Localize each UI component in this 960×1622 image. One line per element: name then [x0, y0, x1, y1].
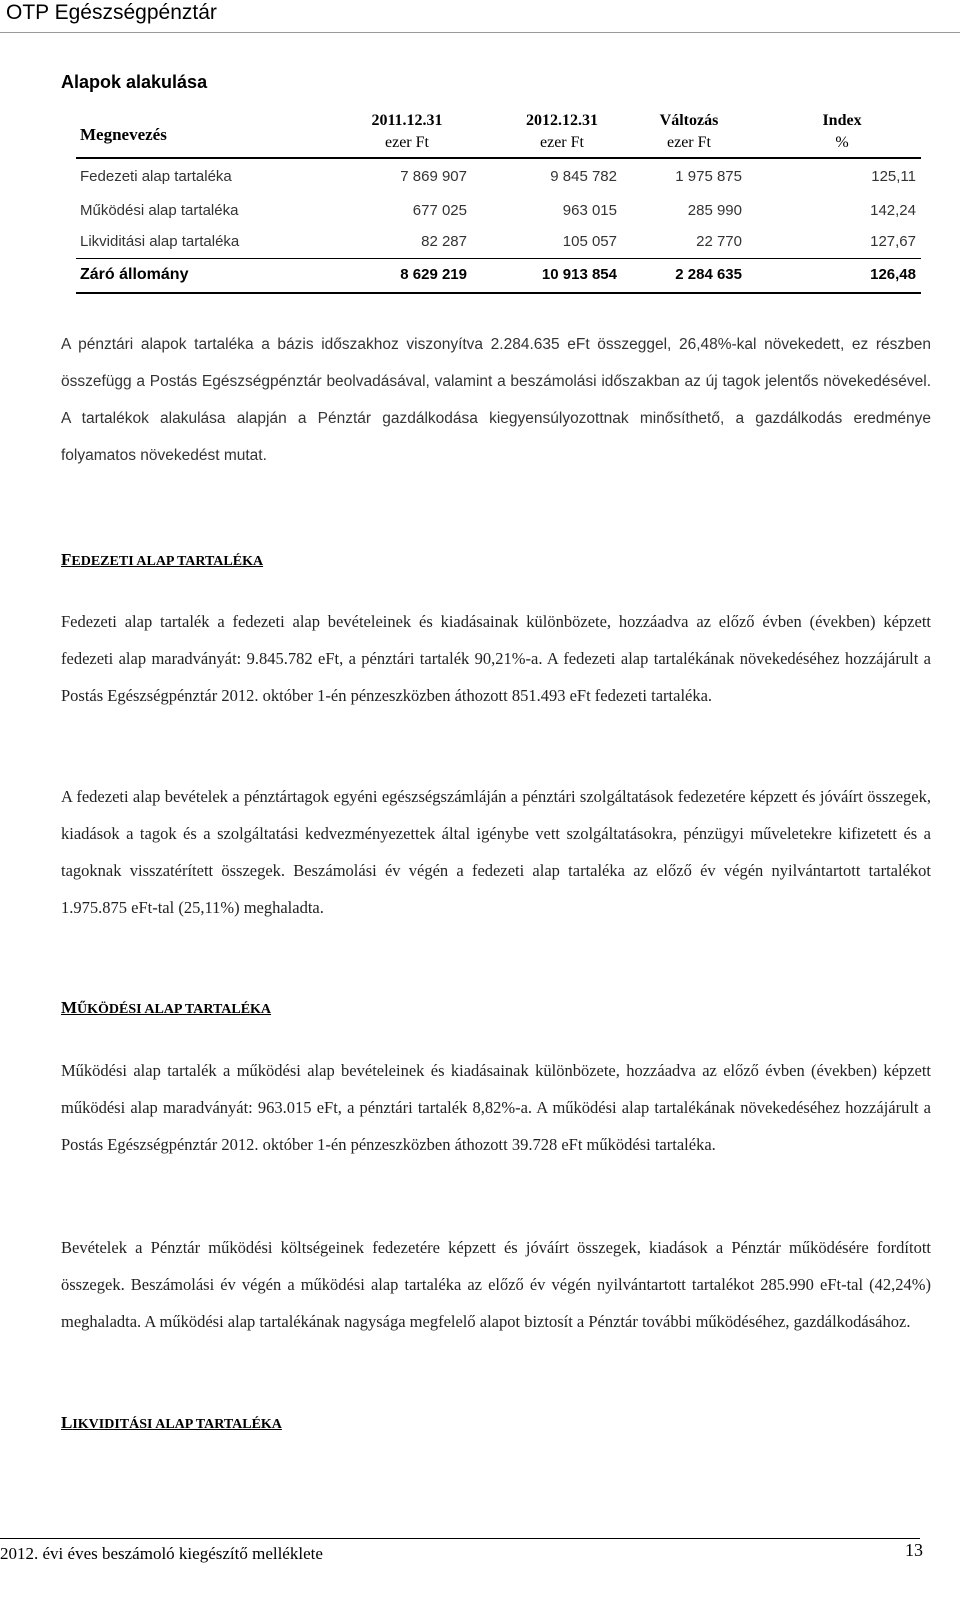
- heading-rest: IKVIDITÁSI ALAP TARTALÉKA: [72, 1417, 282, 1432]
- row-value-index: 142,24: [870, 202, 916, 219]
- row-value-index: 127,67: [870, 233, 916, 250]
- col-header-change-label: Változás: [659, 112, 719, 129]
- row-value-2011: 82 287: [421, 233, 467, 250]
- col-header-name: Megnevezés: [80, 125, 167, 144]
- row-value-2011: 7 869 907: [400, 168, 467, 185]
- heading-rest: EDEZETI ALAP TARTALÉKA: [71, 554, 264, 569]
- row-value-2012: 10 913 854: [541, 266, 617, 283]
- row-value-index: 126,48: [870, 266, 916, 283]
- page-number: 13: [905, 1540, 923, 1560]
- heading-initial: L: [61, 1413, 73, 1432]
- heading-rest: ŰKÖDÉSI ALAP TARTALÉKA: [77, 1002, 272, 1017]
- row-value-change: 1 975 875: [675, 168, 742, 185]
- table-header-rule: [76, 157, 921, 159]
- footer-text: 2012. évi éves beszámoló kiegészítő melléklete: [0, 1544, 323, 1563]
- header-divider: [0, 32, 960, 33]
- heading-fedezeti-alap: [61, 550, 263, 570]
- col-header-index-unit: %: [835, 134, 849, 151]
- document-header-title: OTP Egészségpénztár: [6, 1, 217, 24]
- row-name: Záró állomány: [80, 266, 189, 283]
- row-value-index: 125,11: [871, 168, 916, 185]
- footer-divider: [0, 1538, 920, 1539]
- table-total-rule: [76, 258, 921, 259]
- row-value-2012: 9 845 782: [550, 168, 617, 185]
- col-header-2011: [352, 110, 462, 154]
- paragraph-mukodesi-1: Működési alap tartalék a működési alap bevételeinek és kiadásainak különbözete, hozzáadva az előző évben (években) képzett működési alap maradványát: 963.015 eFt, a pénztári tartalék 8,82%-a. A működési alap tartalékának növekedéséhez hozzájárult a Postás Egészségpénztár 2012. október 1-én pénzeszközben áthozott 39.728 eFt működési tartaléka.: [61, 1061, 931, 1154]
- row-value-2012: 105 057: [562, 233, 617, 250]
- table-row: [0, 233, 960, 261]
- row-name: Fedezeti alap tartaléka: [80, 168, 232, 185]
- table-row-total: [0, 266, 960, 294]
- col-header-index-label: Index: [822, 112, 862, 129]
- paragraph-summary: A pénztári alapok tartaléka a bázis időszakhoz viszonyítva 2.284.635 eFt összeggel, 26,48%-kal növekedett, ez részben összefügg a Postás Egészségpénztár beolvadásával, valamint a beszámolási időszakban az új tagok jelentős növekedésével. A tartalékok alakulása alapján a Pénztár gazdálkodása kiegyensúlyozottnak minősíthető, a gazdálkodás eredménye folyamatos növekedést mutat.: [61, 336, 931, 464]
- col-header-index: [812, 110, 872, 154]
- row-value-change: 285 990: [687, 202, 742, 219]
- row-value-change: 2 284 635: [675, 266, 742, 283]
- col-header-change-unit: ezer Ft: [667, 134, 711, 151]
- row-value-change: 22 770: [696, 233, 742, 250]
- row-name: Működési alap tartaléka: [80, 202, 239, 219]
- col-header-2012-date: 2012.12.31: [526, 112, 598, 129]
- col-header-change: [634, 110, 744, 154]
- table-row: [0, 202, 960, 230]
- paragraph-fedezeti-2: A fedezeti alap bevételek a pénztártagok egyéni egészségszámláján a pénztári szolgáltatások fedezetére képzett és jóváírt összegek, kiadások a tagok és a szolgáltatási kedvezményezettek által igénybe vett szolgáltatásokra, pénzügyi műveletekre kifizetett és a tagoknak visszatérített összegek. Beszámolási év végén a fedezeti alap tartaléka az előző év végén nyilvántartott tartalékot 1.975.875 eFt-tal (25,11%) meghaladta.: [61, 787, 931, 917]
- heading-initial: M: [61, 998, 78, 1017]
- row-value-2012: 963 015: [562, 202, 617, 219]
- row-value-2011: 8 629 219: [400, 266, 467, 283]
- col-header-2011-date: 2011.12.31: [371, 112, 443, 129]
- heading-mukodesi-alap: [61, 998, 271, 1018]
- paragraph-mukodesi-2: Bevételek a Pénztár működési költségeinek fedezetére képzett és jóváírt összegek, kiadások a Pénztár működésére fordított összegek. Beszámolási év végén a működési alap tartaléka az előző év végén nyilvántartott tartalékot 285.990 eFt-tal (42,24%) meghaladta. A működési alap tartalékának nagysága megfelelő alapot biztosít a Pénztár további működéséhez, gazdálkodásához.: [61, 1238, 931, 1331]
- paragraph-fedezeti-1: Fedezeti alap tartalék a fedezeti alap bevételeinek és kiadásainak különbözete, hozzáadva az előző évben (években) képzett fedezeti alap maradványát: 9.845.782 eFt, a pénztári tartalék 90,21%-a. A fedezeti alap tartalékának növekedéséhez hozzájárult a Postás Egészségpénztár 2012. október 1-én pénzeszközben áthozott 851.493 eFt fedezeti tartaléka.: [61, 612, 931, 705]
- col-header-2011-unit: ezer Ft: [385, 134, 429, 151]
- heading-likviditasi-alap: [61, 1413, 282, 1433]
- heading-initial: F: [61, 550, 72, 569]
- row-value-2011: 677 025: [412, 202, 467, 219]
- table-row: [0, 168, 960, 196]
- col-header-2012: [502, 110, 622, 154]
- table-bottom-rule: [76, 292, 921, 294]
- section-title: Alapok alakulása: [61, 72, 208, 92]
- col-header-2012-unit: ezer Ft: [540, 134, 584, 151]
- row-name: Likviditási alap tartaléka: [80, 233, 240, 250]
